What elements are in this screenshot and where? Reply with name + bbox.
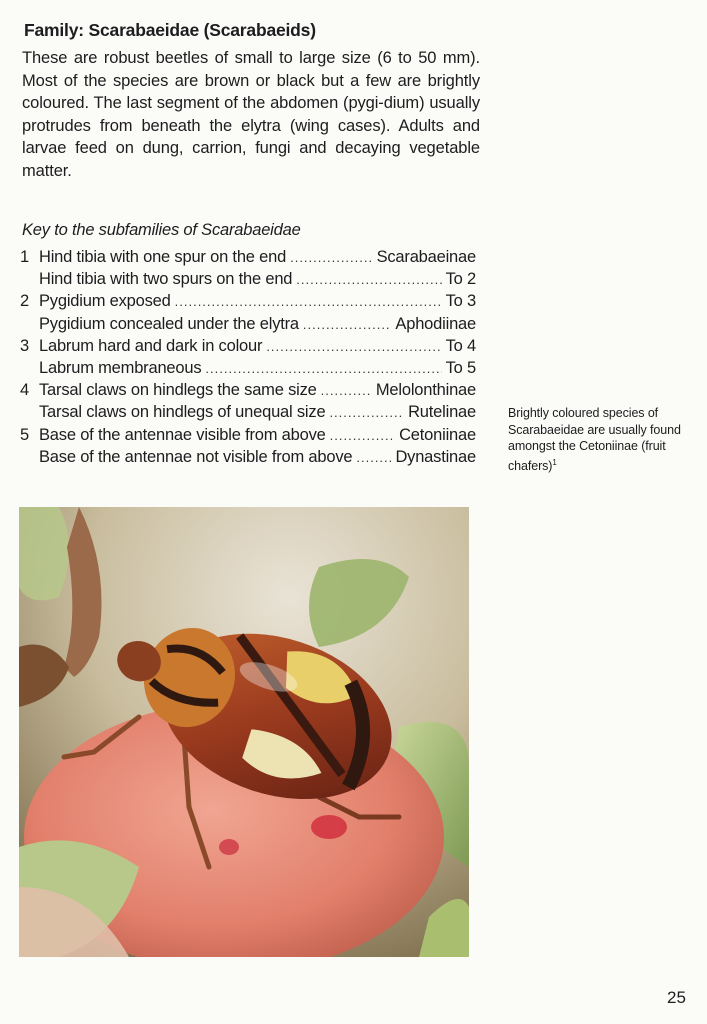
dot-leader	[205, 361, 441, 376]
key-number: 4	[20, 381, 29, 400]
dot-leader	[175, 294, 442, 309]
key-number: 1	[20, 248, 29, 266]
key-row	[20, 381, 476, 403]
key-couplet-text: Hind tibia with two spurs on the end	[39, 270, 293, 289]
dot-leader	[329, 405, 404, 420]
key-result: To 3	[445, 292, 476, 311]
key-result: Scarabaeinae	[376, 248, 476, 266]
key-result: Dynastinae	[395, 447, 476, 466]
key-result: Rutelinae	[408, 403, 476, 422]
key-row	[20, 403, 476, 425]
key-result: Cetoniinae	[399, 425, 476, 444]
key-result: To 4	[445, 336, 476, 355]
dot-leader	[303, 317, 392, 332]
section-heading: Family: Scarabaeidae (Scarabaeids)	[24, 20, 316, 40]
fruit-spot	[219, 839, 239, 855]
dot-leader	[290, 250, 372, 265]
key-row	[20, 359, 476, 381]
fruit-chafer-beetle-photo	[19, 507, 469, 957]
leaf	[19, 507, 69, 600]
key-number: 3	[20, 336, 29, 355]
intro-paragraph: These are robust beetles of small to large size (6 to 50 mm). Most of the species are brown or black but a few are brightly coloured. The last segment of the abdomen (pygi-dium) usually protrudes from beneath the elytra (wing cases). Adults and larvae feed on dung, carrion, fungi and decaying vegetable matter.	[22, 49, 480, 180]
key-result: Melolonthinae	[375, 381, 476, 400]
key-title: Key to the subfamilies of Scarabaeidae	[22, 221, 301, 239]
identification-key	[20, 248, 476, 470]
key-couplet-text: Labrum membraneous	[39, 358, 202, 377]
key-number: 5	[20, 425, 29, 444]
footnote-mark: 1	[552, 457, 557, 467]
fruit-spot	[311, 815, 347, 839]
photo-caption	[508, 405, 707, 474]
key-number: 2	[20, 292, 29, 311]
caption-text: Brightly coloured species of Scarabaeidae are usually found amongst the Cetoniinae (fruit chafers)	[508, 406, 681, 473]
key-couplet-text: Tarsal claws on hindlegs of unequal size	[39, 403, 326, 422]
key-row	[20, 270, 476, 292]
key-couplet-text: Pygidium concealed under the elytra	[39, 314, 299, 333]
key-row	[20, 315, 476, 337]
dot-leader	[296, 272, 441, 287]
dot-leader	[266, 339, 441, 354]
key-couplet-text: Base of the antennae visible from above	[39, 425, 326, 444]
key-result: To 2	[445, 270, 476, 289]
key-couplet-text: Tarsal claws on hindlegs the same size	[39, 381, 317, 400]
page-number: 25	[667, 988, 686, 1007]
key-couplet-text: Hind tibia with one spur on the end	[39, 248, 287, 266]
key-couplet-text: Pygidium exposed	[39, 292, 171, 311]
dot-leader	[330, 428, 395, 443]
dot-leader	[356, 450, 391, 465]
key-row	[20, 448, 476, 470]
key-row	[20, 292, 476, 314]
key-row	[20, 337, 476, 359]
key-result: Aphodiinae	[395, 314, 476, 333]
key-couplet-text: Base of the antennae not visible from above	[39, 447, 353, 466]
key-couplet-text: Labrum hard and dark in colour	[39, 336, 263, 355]
key-row	[20, 426, 476, 448]
key-result: To 5	[445, 358, 476, 377]
key-row	[20, 248, 476, 270]
dot-leader	[321, 383, 372, 398]
